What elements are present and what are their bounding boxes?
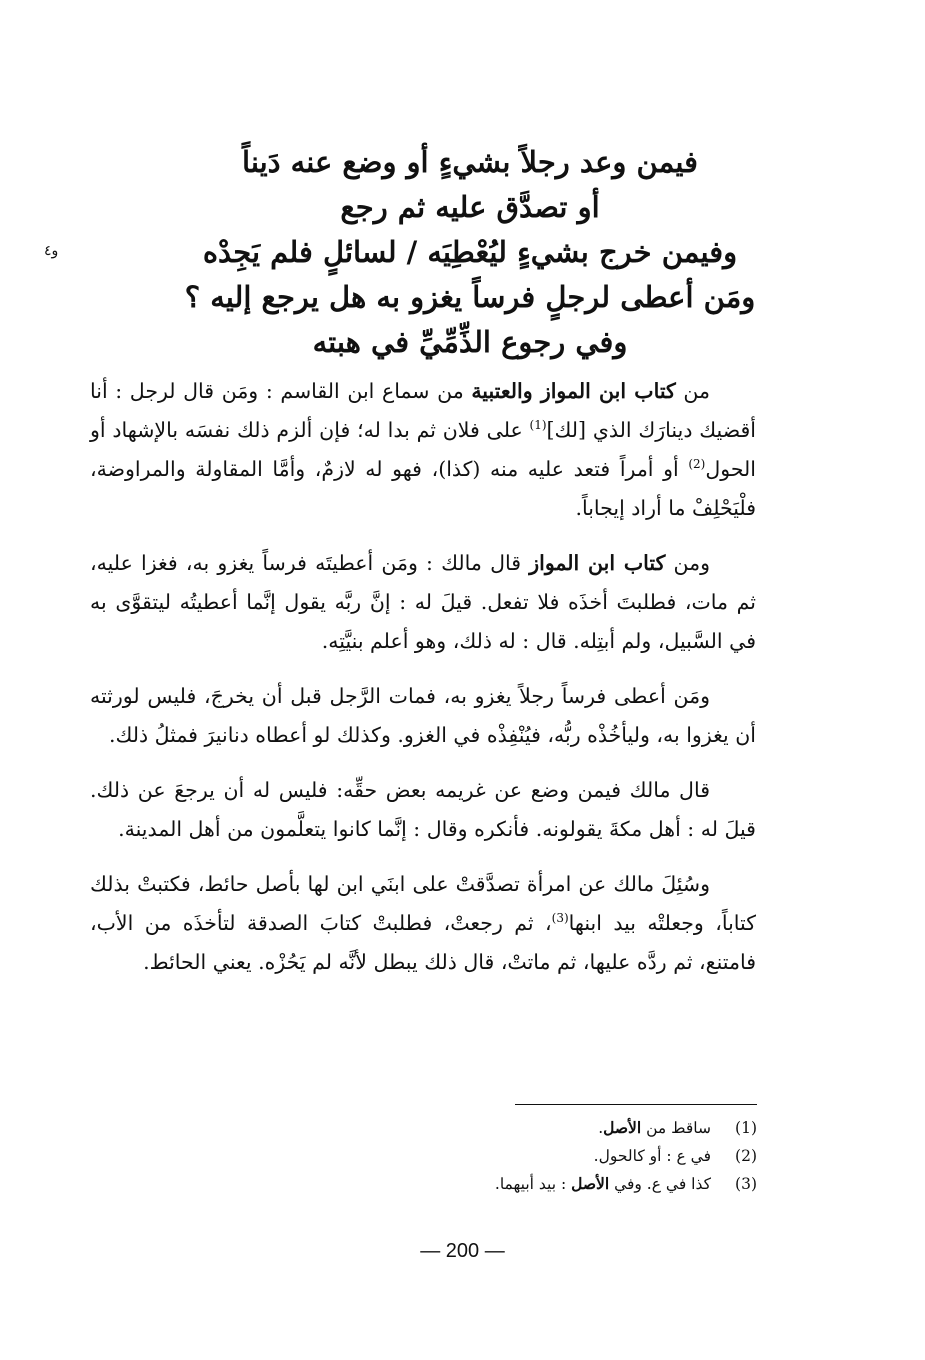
heading-line: أو تصدَّق عليه ثم رجع — [340, 190, 600, 224]
text-run: وسُئِلَ مالك عن امرأة تصدَّقتْ على ابنَي ابن لها بأصل حائط، فكتبتْ بذلك كتاباً، وجعلتْه بيد ابنها — [90, 872, 756, 935]
paragraph: قال مالك فيمن وضع عن غريمه بعض حقِّه: فليس له أن يرجعَ عن ذلك. قيلَ له : أهل مكةَ يقولونه. فأنكره وقال : إنَّما كانوا يتعلَّمون من أهل المدينة. — [90, 778, 756, 841]
book-title: كتاب ابن المواز — [529, 551, 666, 575]
text-run: ومن — [665, 551, 711, 575]
page-number: — 200 — — [420, 1240, 505, 1262]
footnote-ref: (1) — [529, 418, 547, 433]
footnote-item — [300, 1170, 757, 1198]
footnote-text: في ع : أو كالحول. — [593, 1147, 711, 1165]
text-run: ، ثم رجعتْ، فطلبتْ كتابَ الصدقة لتأخذَه من الأب، فامتنع، ثم ردَّه عليها، ثم ماتتْ، قال ذلك يبطل لأنَّه لم يَحُزْه. يعني الحائط. — [90, 911, 756, 974]
text-run: من — [675, 379, 711, 403]
footnote-item — [300, 1142, 757, 1170]
heading-line: وفي رجوع الذِّمِّيِّ في هبته — [312, 325, 628, 359]
heading-line: وفيمن خرج بشيءٍ ليُعْطِيَه / لسائلٍ فلم يَجِدْه — [202, 235, 738, 269]
text-run: على فلان ثم بدا له؛ فإن ألزم ذلك نفسَه بالإشهاد أو الحول — [90, 418, 756, 481]
footnote-text: . — [598, 1119, 604, 1137]
paragraph: ومَن أعطى فرساً رجلاً يغزو به، فمات الرَّجل قبل أن يخرجَ، فليس لورثته أن يغزوا به، وليأخُذْه ربُّه، فيُنْفِذْه في الغزو. وكذلك لو أعطاه دنانيرَ فمثلُ ذلك. — [90, 684, 756, 747]
footnote-item — [300, 1114, 757, 1142]
footnote-ref: (3) — [551, 911, 569, 926]
folio-margin-note: و٤ — [44, 243, 59, 259]
heading-line: ومَن أعطى لرجلٍ فرساً يغزو به هل يرجع إليه ؟ — [184, 280, 756, 314]
heading-line: فيمن وعد رجلاً بشيءٍ أو وضع عنه دَيناً — [242, 145, 698, 179]
paragraph — [90, 372, 756, 528]
footnotes — [300, 1114, 757, 1198]
footnote-text: : بيد أبيهما. — [494, 1175, 572, 1193]
text-run: قال مالك : ومَن أعطيتَه فرساً يغزو به، فغزا عليه، ثم مات، فطلبتَ أخذَه فلا تفعل. قيلَ له : إنَّ ربَّه يقول إنَّما أعطيتُه ليتقوَّى به في السَّبيل، ولم أبتِله. قال : له ذلك، وهو أعلم بنيَّتِه. — [90, 551, 756, 653]
footnote-number: (2) — [735, 1147, 757, 1165]
text-run: أو أمراً فتعد عليه منه (كذا)، فهو له لازمٌ، وأمَّا المقاولة والمراوضة، فلْيَحْلِفْ ما أراد إيجاباً. — [90, 457, 756, 520]
paragraph — [90, 544, 756, 661]
chapter-heading — [120, 140, 820, 365]
footnote-text: ساقط من — [641, 1119, 711, 1137]
text-run: من سماع ابن القاسم : ومَن قال لرجل : أنا أقضيك دينارَك الذي [لك] — [90, 379, 756, 442]
footnote-number: (1) — [735, 1119, 757, 1137]
footnote-emphasis: الأصل — [603, 1118, 642, 1137]
footnote-ref: (2) — [688, 457, 706, 472]
paragraph — [90, 865, 756, 982]
footnote-divider — [515, 1104, 757, 1105]
book-title: كتاب ابن المواز والعتبية — [471, 379, 676, 403]
body-text — [90, 372, 756, 998]
footnote-text: كذا في ع. وفي — [609, 1175, 711, 1193]
footnote-emphasis: الأصل — [571, 1174, 610, 1193]
footnote-number: (3) — [735, 1175, 757, 1193]
